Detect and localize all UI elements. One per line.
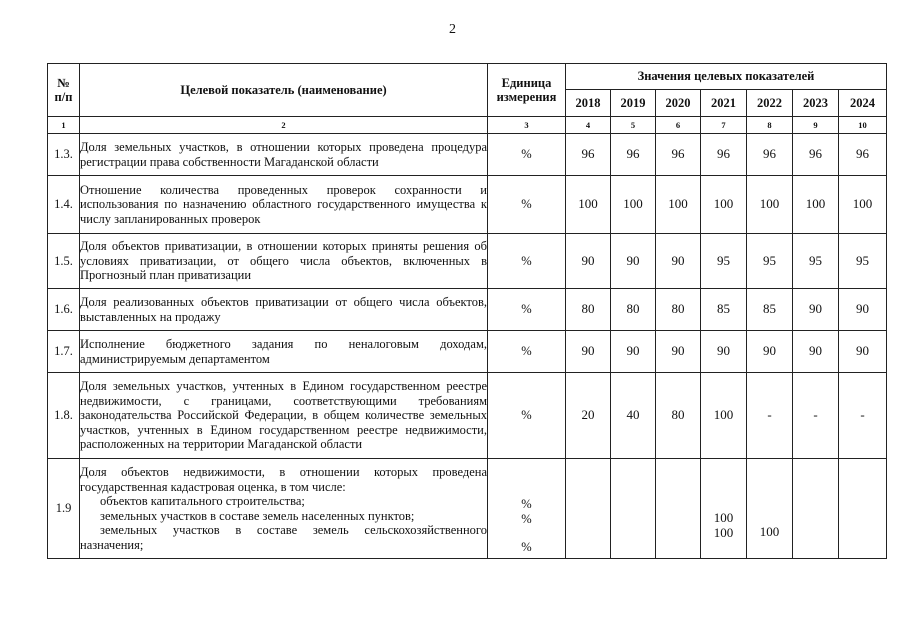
indicator-name: Доля земельных участков, учтенных в Едином государственном реестре недвижимости, с границами, соответствующими требованиям законодательства Российской Федерации, в общем количестве земельных участков, учтенных в Едином государственном реестре недвижимости, расположенных на территории Магаданской области <box>80 373 488 459</box>
header-indicator: Целевой показатель (наименование) <box>80 64 488 117</box>
indicator-name: Доля объектов приватизации, в отношении которых приняты решения об условиях приватизации, от общего числа объектов, включенных в Прогнозный план приватизации <box>80 234 488 289</box>
unit-cell: % <box>488 176 566 234</box>
column-number: 1 <box>48 117 80 134</box>
header-year: 2019 <box>611 90 656 117</box>
row-number: 1.9 <box>48 459 80 559</box>
value-cell: 100 <box>747 176 793 234</box>
value-cell: 80 <box>656 373 701 459</box>
column-number: 8 <box>747 117 793 134</box>
value-cell: - <box>793 373 839 459</box>
unit-value: % <box>521 497 532 511</box>
header-year: 2024 <box>839 90 887 117</box>
value-cell: 85 <box>701 289 747 331</box>
header-num: № п/п <box>48 64 80 117</box>
header-unit: Единица измерения <box>488 64 566 117</box>
value-cell: 95 <box>747 234 793 289</box>
value-cell: 96 <box>793 134 839 176</box>
value-cell: 100 <box>839 176 887 234</box>
value-cell: 90 <box>839 289 887 331</box>
value-2021-b: 100 <box>713 524 734 540</box>
indicator-intro: Доля объектов недвижимости, в отношении которых проведена государственная кадастровая оценка, в том числе: <box>80 465 487 494</box>
header-year: 2020 <box>656 90 701 117</box>
value-2022-b: 100 <box>759 524 780 539</box>
value-cell: 100 <box>611 176 656 234</box>
value-cell <box>747 459 793 559</box>
target-indicators-table <box>47 63 887 559</box>
value-cell: 90 <box>793 331 839 373</box>
value-cell: 80 <box>656 289 701 331</box>
column-number: 7 <box>701 117 747 134</box>
table-row <box>48 234 887 289</box>
value-cell: 20 <box>566 373 611 459</box>
value-cell: 90 <box>566 331 611 373</box>
value-cell: 96 <box>701 134 747 176</box>
unit-value: % <box>521 511 532 526</box>
value-cell: - <box>839 373 887 459</box>
indicator-name: Доля земельных участков, в отношении которых проведена процедура регистрации права собственности Магаданской области <box>80 134 488 176</box>
table-row <box>48 176 887 234</box>
unit-value: % <box>521 540 532 554</box>
value-cell <box>839 459 887 559</box>
value-cell <box>701 459 747 559</box>
value-cell: 80 <box>566 289 611 331</box>
indicator-subitem: земельных участков в составе земель населенных пунктов; <box>100 508 415 523</box>
value-cell <box>793 459 839 559</box>
value-cell: 96 <box>747 134 793 176</box>
value-cell: 40 <box>611 373 656 459</box>
value-cell: 96 <box>839 134 887 176</box>
value-cell: 96 <box>566 134 611 176</box>
value-cell <box>566 459 611 559</box>
value-cell: - <box>747 373 793 459</box>
table-row <box>48 331 887 373</box>
header-year: 2023 <box>793 90 839 117</box>
value-cell: 100 <box>701 373 747 459</box>
table-row <box>48 134 887 176</box>
row-number: 1.7. <box>48 331 80 373</box>
value-cell: 90 <box>656 331 701 373</box>
table-row <box>48 373 887 459</box>
value-cell: 95 <box>839 234 887 289</box>
column-number: 3 <box>488 117 566 134</box>
value-cell: 90 <box>611 234 656 289</box>
row-number: 1.5. <box>48 234 80 289</box>
value-cell <box>656 459 701 559</box>
page-number: 2 <box>449 22 456 37</box>
value-cell: 90 <box>747 331 793 373</box>
value-cell <box>611 459 656 559</box>
value-cell: 100 <box>793 176 839 234</box>
value-cell: 100 <box>566 176 611 234</box>
table-row <box>48 459 887 559</box>
value-cell: 95 <box>701 234 747 289</box>
column-number: 5 <box>611 117 656 134</box>
unit-cell: % <box>488 234 566 289</box>
column-number: 4 <box>566 117 611 134</box>
unit-cell: % <box>488 373 566 459</box>
row-number: 1.6. <box>48 289 80 331</box>
unit-cell: % <box>488 134 566 176</box>
column-number: 10 <box>839 117 887 134</box>
value-cell: 90 <box>611 331 656 373</box>
value-cell: 90 <box>656 234 701 289</box>
value-cell: 85 <box>747 289 793 331</box>
unit-cell: % <box>488 289 566 331</box>
value-cell: 90 <box>566 234 611 289</box>
value-cell: 90 <box>793 289 839 331</box>
row-number: 1.4. <box>48 176 80 234</box>
indicator-subitem: объектов капитального строительства; <box>100 494 305 508</box>
value-cell: 96 <box>656 134 701 176</box>
column-number: 6 <box>656 117 701 134</box>
header-year: 2018 <box>566 90 611 117</box>
value-cell: 100 <box>656 176 701 234</box>
indicator-name: Отношение количества проведенных проверок сохранности и использования по назначению областного государственного имущества к числу запланированных проверок <box>80 176 488 234</box>
value-cell: 95 <box>793 234 839 289</box>
header-values-group: Значения целевых показателей <box>566 64 887 90</box>
row-number: 1.3. <box>48 134 80 176</box>
row-number: 1.8. <box>48 373 80 459</box>
unit-cell: % <box>488 331 566 373</box>
value-cell: 100 <box>701 176 747 234</box>
value-cell: 90 <box>701 331 747 373</box>
header-year: 2021 <box>701 90 747 117</box>
table-row <box>48 289 887 331</box>
column-number: 9 <box>793 117 839 134</box>
indicator-name: Доля реализованных объектов приватизации от общего числа объектов, выставленных на продажу <box>80 289 488 331</box>
indicator-name: Исполнение бюджетного задания по неналоговым доходам, администрируемым департаментом <box>80 331 488 373</box>
indicator-subitem: земельных участков в составе земель сельскохозяйственного назначения; <box>80 523 487 552</box>
value-2021-a: 100 <box>713 510 734 525</box>
value-cell: 96 <box>611 134 656 176</box>
unit-cell <box>488 459 566 559</box>
value-cell: 90 <box>839 331 887 373</box>
column-number: 2 <box>80 117 488 134</box>
header-year: 2022 <box>747 90 793 117</box>
indicator-name <box>80 459 488 559</box>
value-cell: 80 <box>611 289 656 331</box>
